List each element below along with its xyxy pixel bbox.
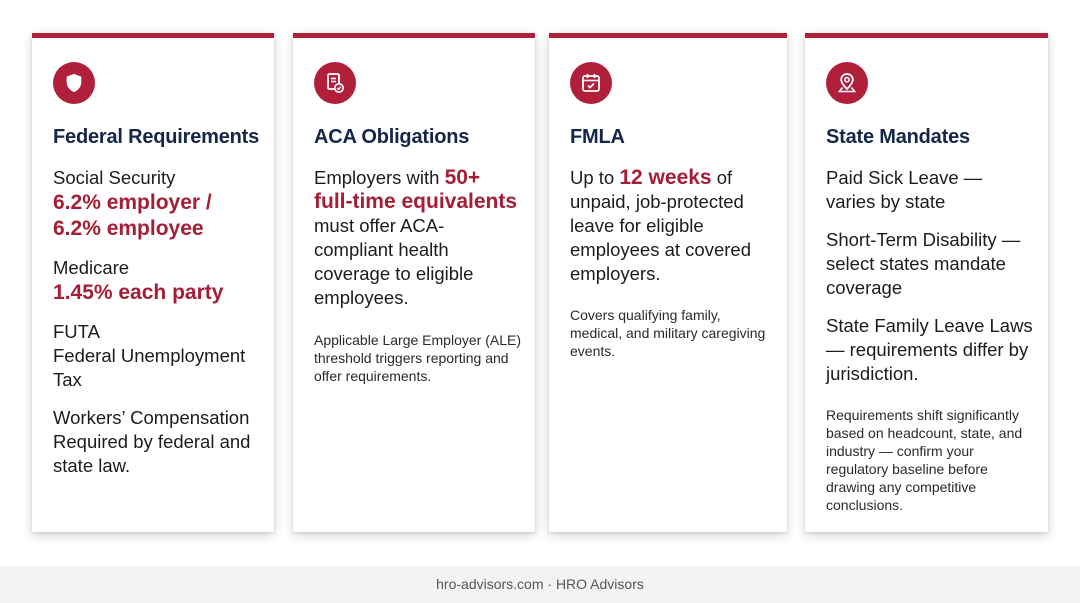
- list-item: [53, 166, 260, 242]
- card-title: ACA Obligations: [314, 126, 470, 148]
- footer: [0, 566, 1080, 603]
- card-federal-requirements: [32, 33, 274, 532]
- body-text: Up to: [570, 167, 620, 188]
- card-body: [826, 166, 1048, 386]
- card-title: Federal Requirements: [53, 126, 260, 148]
- highlight-text: 50+ full-time equivalents: [314, 166, 518, 213]
- item-value: 6.2% employer / 6.2% employee: [53, 191, 212, 240]
- cards-row: [32, 33, 1048, 532]
- item-label: Workers’ Compensation: [53, 407, 250, 428]
- map-pin-icon: [826, 62, 868, 104]
- list-item: [53, 406, 260, 478]
- card-title: State Mandates: [826, 126, 970, 148]
- item-detail: Federal Unemployment Tax: [53, 345, 246, 390]
- footer-text: hro-advisors.com · HRO Advisors: [436, 576, 644, 592]
- item-detail: Required by federal and state law.: [53, 431, 251, 476]
- card-aca-obligations: [293, 33, 535, 532]
- body-text: must offer ACA-compliant health coverage to eligible employees.: [314, 215, 474, 308]
- document-check-icon: [314, 62, 356, 104]
- calendar-check-icon: [570, 62, 612, 104]
- card-note: Covers qualifying family, medical, and military caregiving events.: [570, 307, 766, 359]
- item-label: Medicare: [53, 257, 130, 278]
- card-fmla: [549, 33, 787, 532]
- list-item: Short-Term Disability — select states mandate coverage: [826, 229, 1021, 298]
- item-value: 1.45% each party: [53, 281, 224, 304]
- list-item: [53, 256, 260, 306]
- card-note: Requirements shift significantly based on headcount, state, and industry — confirm your regulatory baseline before drawing any competitive conclusions.: [826, 407, 1023, 513]
- list-item: Paid Sick Leave — varies by state: [826, 167, 983, 212]
- highlight-text: 12 weeks: [619, 166, 712, 189]
- item-label: Social Security: [53, 167, 176, 188]
- body-text: Employers with: [314, 167, 445, 188]
- card-note: Applicable Large Employer (ALE) threshold triggers reporting and offer requirements.: [314, 332, 521, 384]
- card-body: [53, 166, 274, 478]
- item-label: FUTA: [53, 321, 100, 342]
- card-state-mandates: [805, 33, 1048, 532]
- list-item: State Family Leave Laws — requirements differ by jurisdiction.: [826, 315, 1033, 384]
- body-text: of unpaid, job-protected leave for eligible employees at covered employers.: [570, 167, 751, 284]
- card-body: [570, 166, 787, 286]
- shield-icon: [53, 62, 95, 104]
- card-body: [314, 166, 535, 310]
- card-title: FMLA: [570, 126, 625, 148]
- list-item: [53, 320, 260, 392]
